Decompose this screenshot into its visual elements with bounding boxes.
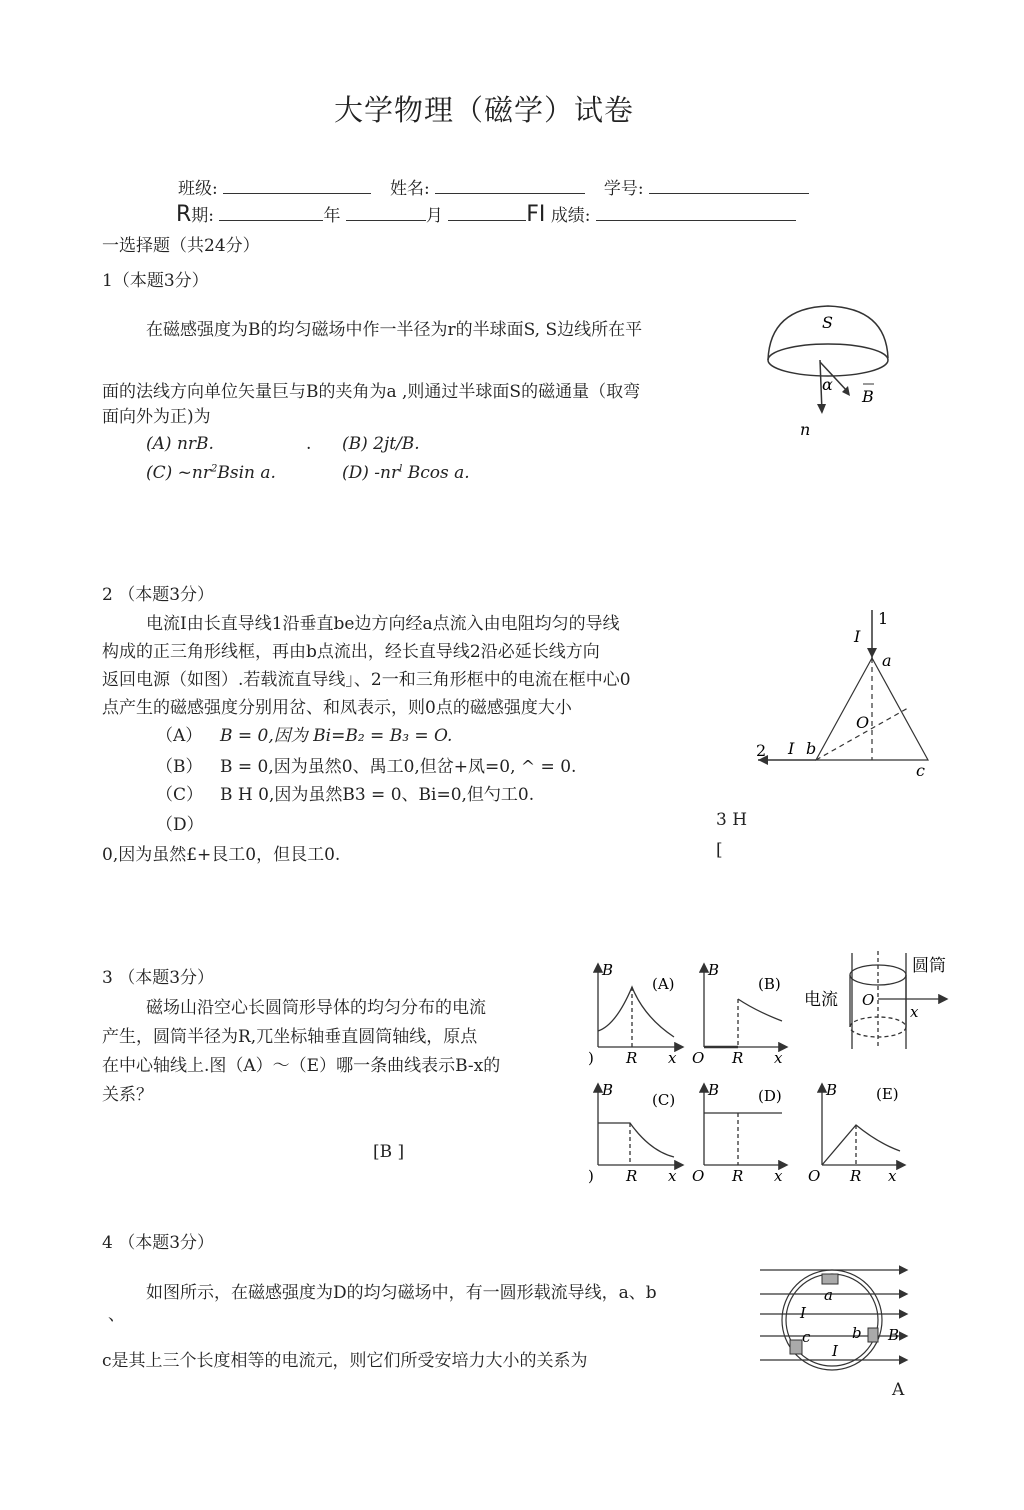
q3-ga-r: R	[626, 1049, 638, 1067]
q1-option-c: (C) $\sim nr^2Bsin$ a.	[146, 463, 276, 483]
q1-line2: 面的法线方向单位矢量巨与B的夹角为a ,则通过半球面S的磁通量（取弯	[102, 382, 641, 402]
q2-option-b: B = 0,因为虽然0、禺工0,但岔+凤=0, ^ = 0.	[220, 757, 577, 777]
q3-ge-o: O	[808, 1167, 821, 1185]
q2-line2: 构成的正三角形线框，再由b点流出，经长直导线2沿必延长线方向	[102, 642, 600, 662]
q2-fig-i1: I	[854, 627, 861, 646]
year-blank[interactable]	[219, 204, 323, 221]
q2-fig-c: c	[916, 761, 925, 780]
q4-number: 4 （本题3分）	[102, 1233, 215, 1253]
class-blank[interactable]	[223, 177, 371, 194]
q4-bottom-mark: A	[892, 1380, 905, 1400]
q3-graphs-figure	[586, 945, 966, 1185]
q3-gc-paren: )	[588, 1167, 594, 1185]
q1-hemisphere-figure	[760, 300, 900, 445]
q4-fig-a: a	[824, 1286, 833, 1304]
q3-ge-b: B	[826, 1081, 838, 1099]
q4-fig-i2: I	[832, 1342, 838, 1360]
q3-gd-r: R	[732, 1167, 744, 1185]
q2-fig-b: b	[806, 739, 817, 758]
q3-cyl-x: x	[910, 1003, 919, 1021]
date-label: 期:	[191, 206, 215, 226]
q2-triangle-figure	[748, 600, 948, 785]
q2-fig-a: a	[882, 651, 892, 670]
q1-option-a: (A) nrB.	[146, 434, 214, 454]
q3-gb-label: (B)	[758, 975, 781, 993]
header-row-1	[178, 174, 809, 199]
q3-line2: 产生，圆筒半径为R,兀坐标轴垂直圆筒轴线，原点	[102, 1027, 478, 1047]
q1-option-b: (B) 2jt/B.	[342, 434, 420, 454]
q3-gb-x: x	[774, 1049, 783, 1067]
q1-line3: 面向外为正)为	[102, 407, 211, 427]
q2-line4: 点产生的磁感强度分别用岔、和凤表示，则0点的磁感强度大小	[102, 698, 572, 718]
q2-answer-bracket: [	[716, 840, 723, 860]
q4-fig-c: c	[802, 1328, 811, 1346]
q3-ge-r: R	[850, 1167, 862, 1185]
q1-fig-alpha: α	[822, 375, 833, 394]
q3-gc-label: (C)	[652, 1091, 676, 1109]
q4-fig-b: b	[852, 1324, 862, 1342]
q4-line2: c是其上三个长度相等的电流元，则它们所受安培力大小的关系为	[102, 1351, 588, 1371]
q4-loop-figure	[756, 1258, 916, 1378]
q2-fig-i2: I	[788, 739, 795, 758]
q2-continuation: 0,因为虽然£+艮工0，但艮工0.	[102, 845, 341, 865]
q2-line3: 返回电源（如图）.若载流直导线」、2一和三角形框中的电流在框中心0	[102, 670, 631, 690]
day-mark: FI	[526, 202, 546, 227]
q3-ga-label: (A)	[652, 975, 675, 993]
class-label: 班级:	[178, 179, 218, 199]
q4-line1: 如图所示，在磁感强度为D的均匀磁场中，有一圆形载流导线，a、b	[146, 1283, 657, 1303]
id-blank[interactable]	[649, 177, 809, 194]
q3-line4: 关系？	[102, 1085, 153, 1105]
month-label: 月	[425, 206, 443, 226]
q2-option-d-label: （D）	[156, 815, 204, 835]
id-label: 学号:	[603, 179, 644, 199]
q4-comma: 、	[108, 1305, 125, 1325]
q3-ga-paren: )	[588, 1049, 594, 1067]
q3-gb-b: B	[708, 961, 720, 979]
day-blank[interactable]	[448, 204, 526, 221]
q3-answer: [B ]	[373, 1142, 405, 1162]
q1-fig-b: B	[862, 387, 874, 406]
q1-line1: 在磁感强度为B的均匀磁场中作一半径为r的半球面S, S边线所在平	[146, 320, 643, 340]
q3-cyl-o: O	[862, 991, 875, 1009]
date-prefix: R	[176, 202, 192, 227]
q3-gb-o: O	[692, 1049, 705, 1067]
name-label: 姓名:	[389, 179, 430, 199]
score-label: 成绩:	[550, 206, 591, 226]
q3-line3: 在中心轴线上.图（A）～（E）哪一条曲线表示B-x的	[102, 1056, 501, 1076]
q2-right-text: 3 H	[716, 810, 748, 830]
q3-line1: 磁场山沿空心长圆筒形导体的均匀分布的电流	[146, 998, 486, 1018]
q3-number: 3 （本题3分）	[102, 968, 215, 988]
month-blank[interactable]	[346, 204, 426, 221]
q2-option-c-label: （C）	[156, 785, 204, 805]
name-blank[interactable]	[435, 177, 585, 194]
q1-dot: .	[306, 434, 312, 454]
header-row-2	[176, 201, 796, 227]
q3-gb-r: R	[732, 1049, 744, 1067]
q3-gd-b: B	[708, 1081, 720, 1099]
q3-gc-r: R	[626, 1167, 638, 1185]
q3-ge-label: (E)	[876, 1085, 899, 1103]
q3-gc-x: x	[668, 1167, 677, 1185]
q3-gd-x: x	[774, 1167, 783, 1185]
q2-option-a-label: （A）	[156, 726, 203, 746]
q3-ga-x: x	[668, 1049, 677, 1067]
q3-gc-b: B	[602, 1081, 614, 1099]
q3-ge-x: x	[888, 1167, 897, 1185]
q2-fig-o: O	[856, 713, 870, 732]
year-label: 年	[323, 206, 341, 226]
q3-cyl-label: 圆筒	[912, 956, 946, 976]
page-title: 大学物理（磁学）试卷	[334, 93, 635, 127]
q2-option-c: B H 0,因为虽然B3 = 0、Bi=0,但勺工0.	[220, 785, 535, 805]
q2-number: 2 （本题3分）	[102, 585, 215, 605]
q3-ga-b: B	[602, 961, 614, 979]
q3-current-label: 电流	[804, 990, 838, 1010]
q2-option-a: B = 0,因为 Bi=B₂ = B₃ = O.	[220, 726, 453, 746]
q2-fig-wire1: 1	[878, 609, 889, 628]
section-heading: 一选择题（共24分）	[102, 236, 260, 256]
q2-line1: 电流I由长直导线1沿垂直be边方向经a点流入由电阻均匀的导线	[146, 614, 620, 634]
q1-number: 1（本题3分）	[102, 271, 209, 291]
q3-gd-o: O	[692, 1167, 705, 1185]
q1-fig-s: S	[822, 313, 833, 332]
q3-gd-label: (D)	[758, 1087, 782, 1105]
q1-option-d: (D) $-nr^l$ Bcos a.	[342, 463, 470, 483]
q2-option-b-label: （B）	[156, 757, 203, 777]
q2-fig-wire2: 2	[756, 741, 767, 760]
q1-fig-n: n	[800, 420, 811, 439]
score-blank[interactable]	[596, 204, 796, 221]
q4-fig-i1: I	[800, 1304, 806, 1322]
q4-fig-bfield: B	[888, 1326, 900, 1344]
